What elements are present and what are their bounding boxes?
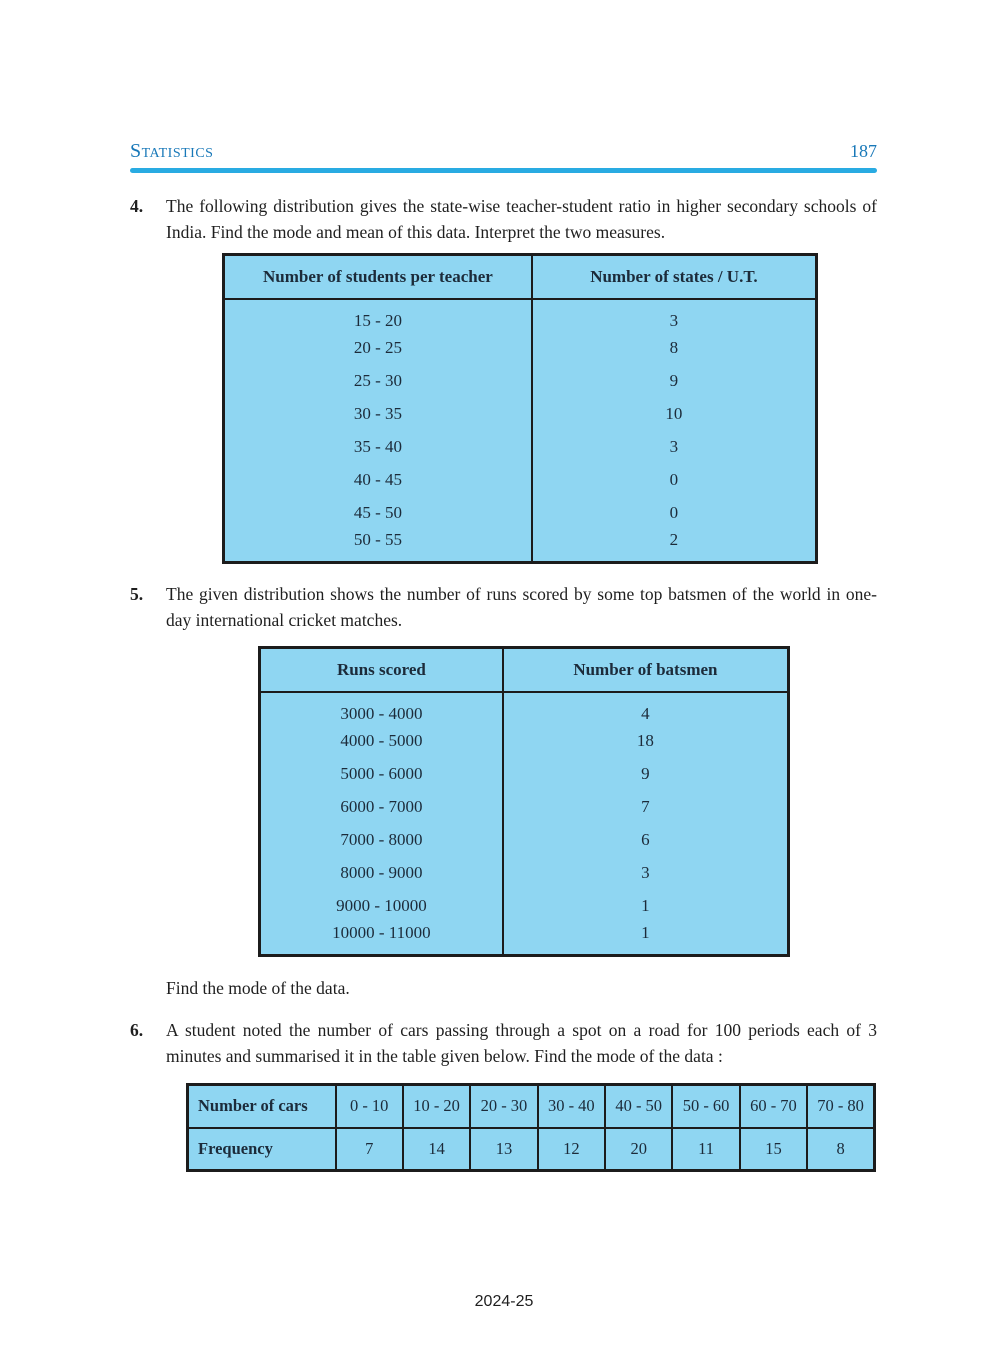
range-cell: 50 - 55 bbox=[224, 530, 532, 563]
question-6 bbox=[130, 1017, 877, 1069]
value-cell: 12 bbox=[538, 1128, 605, 1171]
range-cell: 20 - 30 bbox=[470, 1085, 537, 1128]
value-cell: 7 bbox=[336, 1128, 403, 1171]
value-cell: 9 bbox=[641, 764, 650, 783]
value-cell: 15 bbox=[740, 1128, 807, 1171]
column-header-runs-scored: Runs scored bbox=[260, 648, 503, 692]
table-row bbox=[224, 464, 817, 497]
value-cell: 20 bbox=[605, 1128, 672, 1171]
question-5-text: The given distribution shows the number of runs scored by some top batsmen of the world in one-day international cricket matches. bbox=[166, 584, 877, 630]
value-cell: 11 bbox=[672, 1128, 739, 1171]
range-cell: 40 - 45 bbox=[224, 464, 532, 497]
range-cell: 9000 - 10000 bbox=[260, 890, 503, 923]
row-label-frequency: Frequency bbox=[188, 1128, 336, 1171]
value-cell: 13 bbox=[470, 1128, 537, 1171]
range-cell: 30 - 35 bbox=[224, 398, 532, 431]
column-header-students-per-teacher: Number of students per teacher bbox=[224, 255, 532, 299]
table-row bbox=[260, 791, 789, 824]
value-cell: 1 bbox=[641, 923, 650, 943]
column-header-number-of-batsmen: Number of batsmen bbox=[503, 648, 789, 692]
column-header-number-of-states: Number of states / U.T. bbox=[532, 255, 817, 299]
question-6-number: 6. bbox=[130, 1020, 144, 1040]
table-row bbox=[224, 431, 817, 464]
range-cell: 70 - 80 bbox=[807, 1085, 874, 1128]
range-cell: 30 - 40 bbox=[538, 1085, 605, 1128]
edition-footer: 2024-25 bbox=[474, 1293, 534, 1310]
value-cell: 6 bbox=[641, 830, 650, 849]
range-cell: 0 - 10 bbox=[336, 1085, 403, 1128]
range-cell: 50 - 60 bbox=[672, 1085, 739, 1128]
page-header bbox=[130, 140, 877, 163]
table-row bbox=[260, 692, 789, 725]
range-cell: 7000 - 8000 bbox=[260, 824, 503, 857]
range-cell: 4000 - 5000 bbox=[260, 725, 503, 758]
header-rule bbox=[130, 168, 877, 173]
range-cell: 8000 - 9000 bbox=[260, 857, 503, 890]
range-cell: 3000 - 4000 bbox=[260, 692, 503, 725]
range-cell: 20 - 25 bbox=[224, 332, 532, 365]
question-5-number: 5. bbox=[130, 584, 144, 604]
value-cell: 2 bbox=[669, 530, 679, 550]
range-cell: 15 - 20 bbox=[224, 299, 532, 332]
table-row bbox=[260, 725, 789, 758]
value-cell: 3 bbox=[641, 863, 650, 882]
question-6-text: A student noted the number of cars passing through a spot on a road for 100 periods each of 3 minutes and summarised it in the table given below. Find the mode of the data : bbox=[166, 1020, 877, 1066]
range-cell: 10000 - 11000 bbox=[260, 923, 503, 956]
value-cell: 14 bbox=[403, 1128, 470, 1171]
value-cell: 0 bbox=[669, 503, 679, 522]
range-cell: 25 - 30 bbox=[224, 365, 532, 398]
teacher-ratio-table bbox=[222, 253, 818, 564]
value-cell: 1 bbox=[641, 896, 650, 915]
question-5 bbox=[130, 581, 877, 633]
value-cell: 18 bbox=[636, 731, 654, 750]
table-header-row bbox=[224, 255, 817, 299]
table-row bbox=[224, 365, 817, 398]
range-cell: 40 - 50 bbox=[605, 1085, 672, 1128]
table-row bbox=[260, 857, 789, 890]
row-label-number-of-cars: Number of cars bbox=[188, 1085, 336, 1128]
range-cell: 60 - 70 bbox=[740, 1085, 807, 1128]
table-row bbox=[260, 758, 789, 791]
value-cell: 9 bbox=[669, 371, 679, 390]
chapter-title: Statistics bbox=[130, 140, 214, 162]
table-row bbox=[224, 398, 817, 431]
value-cell: 4 bbox=[641, 703, 650, 723]
table-row bbox=[224, 497, 817, 530]
table-row bbox=[260, 923, 789, 956]
range-cell: 10 - 20 bbox=[403, 1085, 470, 1128]
cars-ranges-row bbox=[188, 1085, 875, 1128]
runs-scored-table bbox=[258, 646, 790, 957]
value-cell: 10 bbox=[665, 404, 683, 423]
range-cell: 6000 - 7000 bbox=[260, 791, 503, 824]
range-cell: 45 - 50 bbox=[224, 497, 532, 530]
table-row bbox=[260, 824, 789, 857]
value-cell: 3 bbox=[669, 310, 679, 330]
value-cell: 0 bbox=[669, 470, 679, 489]
table-row bbox=[224, 530, 817, 563]
range-cell: 35 - 40 bbox=[224, 431, 532, 464]
cars-frequency-table bbox=[186, 1083, 876, 1172]
value-cell: 7 bbox=[641, 797, 650, 816]
value-cell: 8 bbox=[807, 1128, 874, 1171]
table-row bbox=[260, 890, 789, 923]
range-cell: 5000 - 6000 bbox=[260, 758, 503, 791]
table-header-row bbox=[260, 648, 789, 692]
question-5-instruction: Find the mode of the data. bbox=[166, 978, 350, 998]
page-number: 187 bbox=[850, 141, 877, 161]
question-4-text: The following distribution gives the state-wise teacher-student ratio in higher secondary schools of India. Find the mode and mean of this data. Interpret the two measures. bbox=[166, 196, 877, 242]
value-cell: 3 bbox=[669, 437, 679, 456]
table-row bbox=[224, 299, 817, 332]
value-cell: 8 bbox=[669, 338, 679, 357]
cars-frequency-row bbox=[188, 1128, 875, 1171]
question-4 bbox=[130, 193, 877, 245]
table-row bbox=[224, 332, 817, 365]
question-4-number: 4. bbox=[130, 196, 144, 216]
